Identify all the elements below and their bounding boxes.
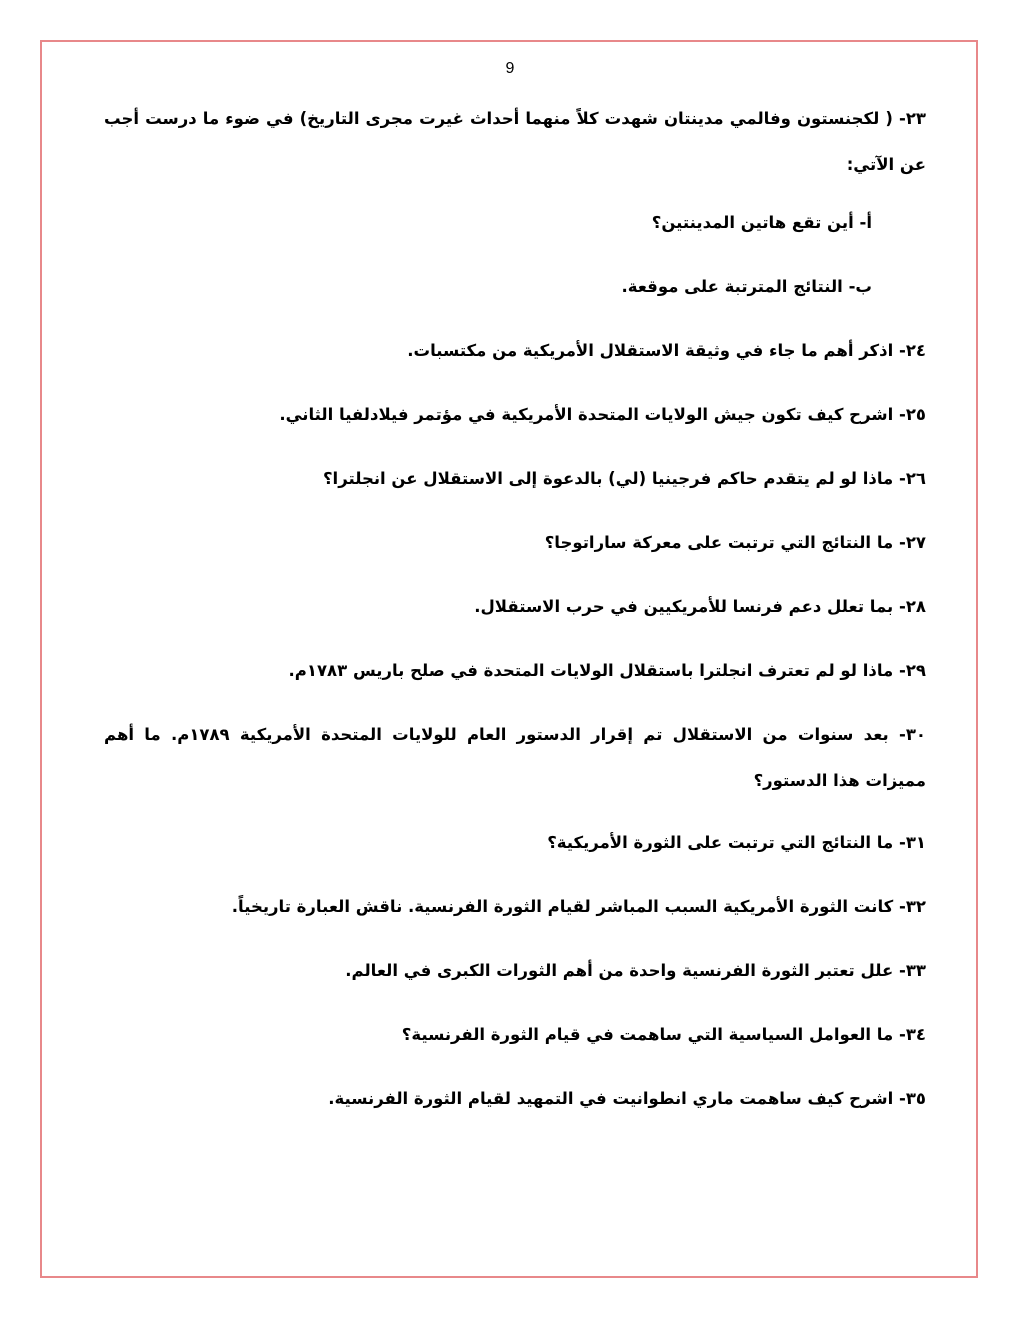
question-31 <box>104 830 926 856</box>
question-text: اشرح كيف تكون جيش الولايات المتحدة الأمريكية في مؤتمر فيلادلفيا الثاني. <box>279 405 894 424</box>
question-number: ٢٧- <box>898 533 926 552</box>
question-24 <box>104 338 926 364</box>
question-number: ٢٨- <box>898 597 926 616</box>
question-25 <box>104 402 926 428</box>
question-number: ٢٥- <box>898 405 926 424</box>
question-number: ٣٥- <box>898 1089 926 1108</box>
question-text: ماذا لو لم تعترف انجلترا باستقلال الولايات المتحدة في صلح باريس ١٧٨٣م. <box>288 661 894 680</box>
question-number: ٣٤- <box>898 1025 926 1044</box>
question-27 <box>104 530 926 556</box>
question-32 <box>104 894 926 920</box>
question-23-sub-a <box>104 210 926 236</box>
question-34 <box>104 1022 926 1048</box>
question-number: ٢٩- <box>898 661 926 680</box>
question-30 <box>104 712 926 804</box>
question-number: ٣٠- <box>898 725 926 744</box>
question-number: أ- <box>859 213 872 232</box>
question-text: علل تعتبر الثورة الفرنسية واحدة من أهم الثورات الكبرى في العالم. <box>345 961 894 980</box>
question-number: ٣٢- <box>898 897 926 916</box>
question-number: ٢٦- <box>898 469 926 488</box>
question-33 <box>104 958 926 984</box>
question-number: ٣٣- <box>898 961 926 980</box>
question-text: ( لكجنستون وفالمي مدينتان شهدت كلاً منهما أحداث غيرت مجرى التاريخ) في ضوء ما درست أجب عن الآتي: <box>104 109 926 174</box>
question-number: ٢٤- <box>898 341 926 360</box>
question-number: ب- <box>848 277 872 296</box>
question-29 <box>104 658 926 684</box>
question-text: بما تعلل دعم فرنسا للأمريكيين في حرب الاستقلال. <box>474 597 894 616</box>
question-text: كانت الثورة الأمريكية السبب المباشر لقيام الثورة الفرنسية. ناقش العبارة تاريخياً. <box>231 897 894 916</box>
question-text: ماذا لو لم يتقدم حاكم فرجينيا (لي) بالدعوة إلى الاستقلال عن انجلترا؟ <box>322 469 894 488</box>
question-28 <box>104 594 926 620</box>
question-23-sub-b <box>104 274 926 300</box>
questions-list <box>104 108 926 1112</box>
question-text: اشرح كيف ساهمت ماري انطوانيت في التمهيد لقيام الثورة الفرنسية. <box>328 1089 894 1108</box>
question-text: ما النتائج التي ترتبت على الثورة الأمريكية؟ <box>547 833 894 852</box>
question-number: ٣١- <box>898 833 926 852</box>
page-number: 9 <box>505 60 515 77</box>
question-text: ما النتائج التي ترتبت على معركة ساراتوجا؟ <box>544 533 894 552</box>
question-text: ما العوامل السياسية التي ساهمت في قيام الثورة الفرنسية؟ <box>401 1025 894 1044</box>
question-number: ٢٣- <box>898 109 926 128</box>
question-35 <box>104 1086 926 1112</box>
question-text: بعد سنوات من الاستقلال تم إقرار الدستور العام للولايات المتحدة الأمريكية ١٧٨٩م. ما أهم مميزات هذا الدستور؟ <box>104 725 926 790</box>
question-text: أين تقع هاتين المدينتين؟ <box>651 213 854 232</box>
question-text: اذكر أهم ما جاء في وثيقة الاستقلال الأمريكية من مكتسبات. <box>407 341 894 360</box>
question-text: النتائج المترتبة على موقعة. <box>621 277 843 296</box>
question-23 <box>104 96 926 188</box>
question-26 <box>104 466 926 492</box>
